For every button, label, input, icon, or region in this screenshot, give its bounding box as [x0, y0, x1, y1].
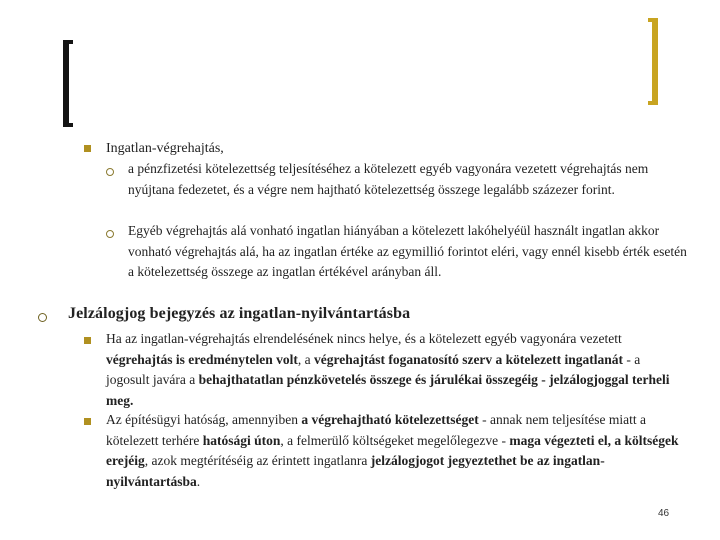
square-bullet-icon — [84, 418, 91, 425]
section1-heading: Ingatlan-végrehajtás, — [106, 141, 224, 156]
square-bullet-icon — [84, 337, 91, 344]
section1-item-1: a pénzfizetési kötelezettség teljesítéséhez a kötelezett egyéb vagyonára vezetett végrehajtás nem nyújtana fedezetet, és a végre nem hajtható kötelezettség összege legalább százezer forint. — [128, 161, 649, 197]
section2-item-1: Ha az ingatlan-végrehajtás elrendelésének nincs helye, és a kötelezett egyéb vagyonára vezetett végrehajtás is eredménytelen volt, a végrehajtást foganatosító szerv a kötelezett ingatlanát - a jogosult javára a behajthatatlan pénzkövetelés összege és járulékai összegéig - jelzálogjoggal terheli meg. — [106, 331, 670, 408]
ring-bullet-icon — [106, 230, 114, 238]
ring-bullet-large-icon — [38, 313, 47, 322]
ring-bullet-icon — [106, 168, 114, 176]
section1-item-2: Egyéb végrehajtás alá vonható ingatlan hiányában a kötelezett lakóhelyéül használt ingatlan akkor vonható végrehajtás alá, ha az ingatlan értéke az egymillió forintot eléri, vagy ennél kisebb érték esetén a kötelezettség összege az ingatlan értékével arányban áll. — [128, 223, 687, 279]
square-bullet-icon — [84, 145, 91, 152]
page-number: 46 — [658, 508, 670, 519]
section2-item-2: Az építésügyi hatóság, amennyiben a végrehajtható kötelezettséget - annak nem teljesítése miatt a kötelezett terhére hatósági úton, a felmerülő költségeket megelőlegezve - maga végezteti el, a költségek erejéig, azok megtérítéséig az érintett ingatlanra jelzálogjogot jegyeztethet be az ingatlan-nyilvántartásba. — [106, 412, 679, 489]
section2-heading: Jelzálogjog bejegyzés az ingatlan-nyilvántartásba — [68, 305, 411, 322]
